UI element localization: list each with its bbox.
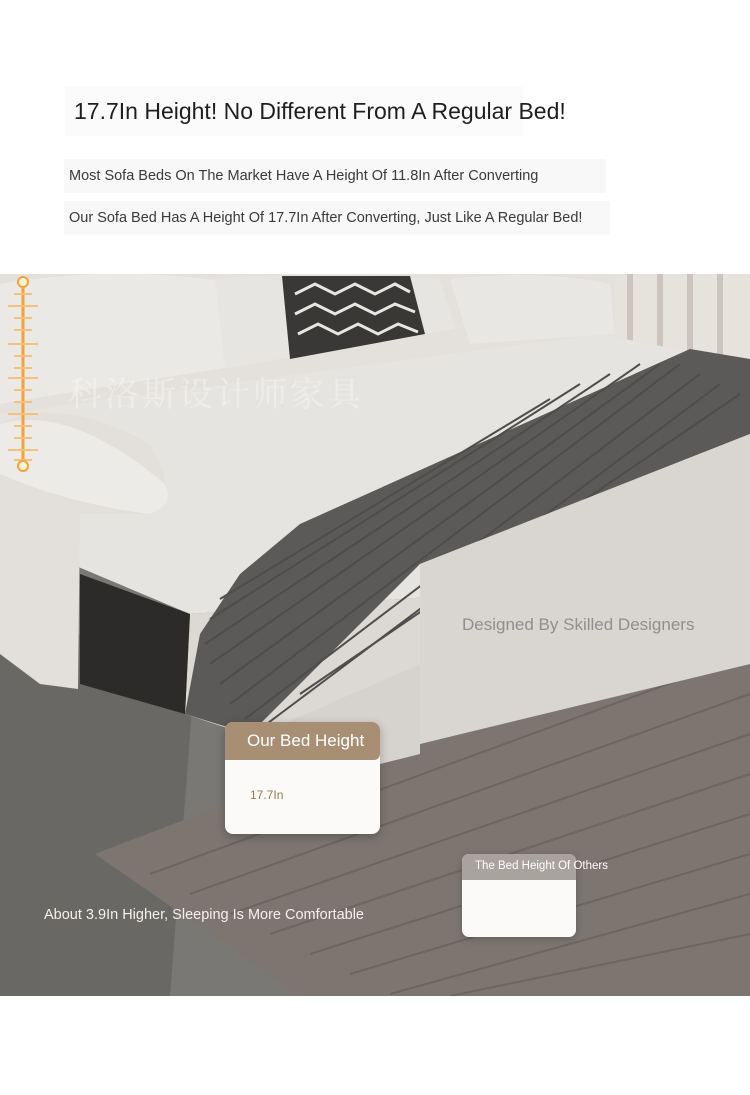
designers-label: Designed By Skilled Designers (462, 615, 695, 634)
headline: 17.7In Height! No Different From A Regular Bed! (65, 86, 523, 136)
comfort-caption: About 3.9In Higher, Sleeping Is More Comfortable (44, 907, 364, 923)
subtext-line-2: Our Sofa Bed Has A Height Of 17.7In After Converting, Just Like A Regular Bed! (64, 201, 610, 235)
height-ruler-icon (0, 274, 46, 474)
others-bed-height-title: The Bed Height Of Others (475, 860, 608, 872)
sofa-bed-photo (0, 274, 750, 996)
our-bed-height-card (225, 722, 380, 834)
our-bed-height-value: 17.7In (250, 788, 284, 802)
subtext-line-1: Most Sofa Beds On The Market Have A Height Of 11.8In After Converting (64, 159, 606, 193)
watermark: 科洛斯设计师家具 (68, 375, 364, 415)
our-bed-height-title: Our Bed Height (225, 722, 380, 760)
